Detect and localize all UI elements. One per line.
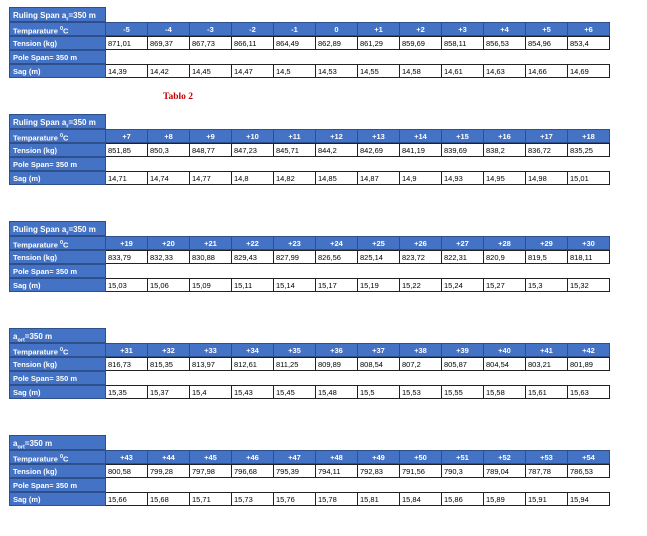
caption-suffix: =350 m (24, 332, 53, 341)
sag-cell: 14,5 (274, 64, 316, 78)
tension-cell: 859,69 (400, 36, 442, 50)
temperature-unit: C (63, 240, 69, 250)
tension-cell: 799,28 (148, 464, 190, 478)
sag-cell: 14,71 (106, 171, 148, 185)
sag-cell: 14,77 (190, 171, 232, 185)
caption-subscript: ort (17, 444, 25, 450)
sag-cell: 15,22 (400, 278, 442, 292)
tension-cell: 815,35 (148, 357, 190, 371)
temperature-cell: +44 (148, 450, 190, 464)
tension-row (9, 143, 610, 157)
sag-cell: 15,09 (190, 278, 232, 292)
tension-cell: 861,29 (358, 36, 400, 50)
caption-subscript: r (66, 123, 69, 129)
sag-cell: 15,71 (190, 492, 232, 506)
sag-cell: 14,87 (358, 171, 400, 185)
sag-cell: 15,48 (316, 385, 358, 399)
temperature-cell: +39 (442, 343, 484, 357)
sag-cell: 15,37 (148, 385, 190, 399)
tension-label: Tension (kg) (9, 250, 106, 264)
temperature-cell: +35 (274, 343, 316, 357)
temperature-cell: -5 (106, 22, 148, 36)
temperature-label (9, 129, 106, 143)
sag-label: Sag (m) (9, 278, 106, 292)
tension-cell: 866,11 (232, 36, 274, 50)
sag-cell: 14,74 (148, 171, 190, 185)
tension-cell: 850,3 (148, 143, 190, 157)
tension-cell: 792,83 (358, 464, 400, 478)
data-table-5 (9, 435, 610, 506)
tension-cell: 791,56 (400, 464, 442, 478)
tension-cell: 809,89 (316, 357, 358, 371)
sag-cell: 14,58 (400, 64, 442, 78)
sag-cell: 15,3 (526, 278, 568, 292)
sag-cell: 14,63 (484, 64, 526, 78)
tension-cell: 829,43 (232, 250, 274, 264)
temperature-cell: +26 (400, 236, 442, 250)
temperature-cell: +31 (106, 343, 148, 357)
sag-cell: 15,84 (400, 492, 442, 506)
tension-cell: 808,54 (358, 357, 400, 371)
sag-cell: 15,24 (442, 278, 484, 292)
sag-cell: 15,81 (358, 492, 400, 506)
sag-label: Sag (m) (9, 492, 106, 506)
temperature-cell: +38 (400, 343, 442, 357)
temperature-cell: +15 (442, 129, 484, 143)
tension-cell: 797,98 (190, 464, 232, 478)
tension-cell: 796,68 (232, 464, 274, 478)
tension-cell: 844,2 (316, 143, 358, 157)
temperature-label-text: Temparature (13, 454, 58, 464)
temperature-cell: +41 (526, 343, 568, 357)
temperature-cell: +18 (568, 129, 610, 143)
sag-cell: 15,76 (274, 492, 316, 506)
temperature-cell: +17 (526, 129, 568, 143)
temperature-cell: +27 (442, 236, 484, 250)
temperature-unit: C (63, 26, 69, 36)
tension-label: Tension (kg) (9, 143, 106, 157)
tension-cell: 812,61 (232, 357, 274, 371)
tension-label: Tension (kg) (9, 357, 106, 371)
temperature-cell: +24 (316, 236, 358, 250)
temperature-cell: +32 (148, 343, 190, 357)
sag-cell: 14,45 (190, 64, 232, 78)
sag-cell: 14,8 (232, 171, 274, 185)
sag-cell: 15,63 (568, 385, 610, 399)
temperature-cell: +30 (568, 236, 610, 250)
caption-suffix: =350 m (24, 439, 53, 448)
temperature-cell: +14 (400, 129, 442, 143)
temperature-label-text: Temparature (13, 347, 58, 357)
tension-cell: 869,37 (148, 36, 190, 50)
temperature-cell: +8 (148, 129, 190, 143)
sag-label: Sag (m) (9, 385, 106, 399)
sag-cell: 15,45 (274, 385, 316, 399)
temperature-cell: +25 (358, 236, 400, 250)
temperature-cell: +40 (484, 343, 526, 357)
temperature-cell: +33 (190, 343, 232, 357)
temperature-cell: +12 (316, 129, 358, 143)
sag-cell: 15,73 (232, 492, 274, 506)
temperature-cell: -3 (190, 22, 232, 36)
sag-cell: 14,93 (442, 171, 484, 185)
sag-cell: 15,4 (190, 385, 232, 399)
pole-span-row (9, 478, 610, 492)
tension-cell: 862,89 (316, 36, 358, 50)
tension-cell: 871,01 (106, 36, 148, 50)
data-table-1 (9, 7, 610, 78)
pole-span-row (9, 371, 610, 385)
table-caption (9, 114, 106, 129)
sag-cell: 15,03 (106, 278, 148, 292)
tension-cell: 841,19 (400, 143, 442, 157)
tension-row (9, 36, 610, 50)
tablo-label: Tablo 2 (163, 92, 194, 102)
data-table-4 (9, 328, 610, 399)
tension-cell: 847,23 (232, 143, 274, 157)
sag-cell: 15,55 (442, 385, 484, 399)
tension-cell: 838,2 (484, 143, 526, 157)
tension-cell: 804,54 (484, 357, 526, 371)
sag-cell: 14,69 (568, 64, 610, 78)
tension-cell: 864,49 (274, 36, 316, 50)
sag-cell: 15,14 (274, 278, 316, 292)
tension-cell: 805,87 (442, 357, 484, 371)
tension-cell: 823,72 (400, 250, 442, 264)
temperature-cell: +37 (358, 343, 400, 357)
pole-span-label: Pole Span= 350 m (9, 157, 106, 171)
pole-span-row (9, 50, 610, 64)
sag-label: Sag (m) (9, 64, 106, 78)
temperature-cell: +7 (106, 129, 148, 143)
pole-span-row (9, 157, 610, 171)
tension-cell: 848,77 (190, 143, 232, 157)
sag-cell: 14,61 (442, 64, 484, 78)
temperature-cell: +21 (190, 236, 232, 250)
temperature-label-text: Temparature (13, 26, 58, 36)
temperature-cell: +49 (358, 450, 400, 464)
sag-cell: 15,66 (106, 492, 148, 506)
sag-row (9, 492, 610, 506)
temperature-cell: +16 (484, 129, 526, 143)
temperature-cell: +42 (568, 343, 610, 357)
sag-cell: 15,58 (484, 385, 526, 399)
temperature-cell: +2 (400, 22, 442, 36)
sag-cell: 15,61 (526, 385, 568, 399)
temperature-unit: C (63, 347, 69, 357)
temperature-row (9, 236, 610, 250)
sag-cell: 15,89 (484, 492, 526, 506)
temperature-cell: +10 (232, 129, 274, 143)
temperature-cell: +9 (190, 129, 232, 143)
pole-span-label: Pole Span= 350 m (9, 50, 106, 64)
tension-cell: 820,9 (484, 250, 526, 264)
sag-cell: 15,78 (316, 492, 358, 506)
tension-cell: 794,11 (316, 464, 358, 478)
sag-cell: 15,27 (484, 278, 526, 292)
tension-cell: 835,25 (568, 143, 610, 157)
sag-cell: 14,42 (148, 64, 190, 78)
sag-cell: 15,43 (232, 385, 274, 399)
temperature-label-text: Temparature (13, 133, 58, 143)
sag-row (9, 385, 610, 399)
tension-cell: 867,73 (190, 36, 232, 50)
temperature-cell: +23 (274, 236, 316, 250)
caption-prefix: a (13, 439, 18, 448)
tension-label: Tension (kg) (9, 36, 106, 50)
caption-suffix: =350 m (68, 118, 96, 127)
sag-cell: 15,86 (442, 492, 484, 506)
temperature-row (9, 22, 610, 36)
tension-cell: 816,73 (106, 357, 148, 371)
temperature-cell: +29 (526, 236, 568, 250)
sag-cell: 14,39 (106, 64, 148, 78)
temperature-cell: +45 (190, 450, 232, 464)
tension-cell: 853,4 (568, 36, 610, 50)
sag-cell: 15,11 (232, 278, 274, 292)
sag-label: Sag (m) (9, 171, 106, 185)
temperature-cell: +3 (442, 22, 484, 36)
sag-cell: 14,66 (526, 64, 568, 78)
temperature-cell: +43 (106, 450, 148, 464)
tension-cell: 827,99 (274, 250, 316, 264)
temperature-cell: +22 (232, 236, 274, 250)
degree-sign: 0 (59, 240, 64, 246)
temperature-cell: +5 (526, 22, 568, 36)
tension-row (9, 464, 610, 478)
temperature-row (9, 343, 610, 357)
sag-cell: 15,53 (400, 385, 442, 399)
caption-subscript: ort (17, 337, 25, 343)
tension-cell: 825,14 (358, 250, 400, 264)
temperature-cell: +47 (274, 450, 316, 464)
tension-cell: 813,97 (190, 357, 232, 371)
temperature-cell: +50 (400, 450, 442, 464)
temperature-cell: +52 (484, 450, 526, 464)
tension-cell: 854,96 (526, 36, 568, 50)
temperature-row (9, 129, 610, 143)
data-table-2 (9, 114, 610, 185)
tension-cell: 801,89 (568, 357, 610, 371)
sag-cell: 15,32 (568, 278, 610, 292)
sag-cell: 15,06 (148, 278, 190, 292)
sag-cell: 15,68 (148, 492, 190, 506)
caption-prefix: a (13, 332, 18, 341)
caption-subscript: r (66, 230, 69, 236)
temperature-cell: +46 (232, 450, 274, 464)
tension-cell: 807,2 (400, 357, 442, 371)
caption-prefix: Ruling Span a (13, 11, 67, 20)
temperature-cell: +54 (568, 450, 610, 464)
temperature-cell: +53 (526, 450, 568, 464)
degree-sign: 0 (59, 347, 64, 353)
temperature-label (9, 450, 106, 464)
sag-cell: 15,19 (358, 278, 400, 292)
degree-sign: 0 (59, 26, 64, 32)
temperature-cell: +1 (358, 22, 400, 36)
caption-prefix: Ruling Span a (13, 118, 67, 127)
sag-cell: 15,5 (358, 385, 400, 399)
tension-cell: 836,72 (526, 143, 568, 157)
caption-suffix: =350 m (68, 11, 96, 20)
sag-cell: 14,85 (316, 171, 358, 185)
sag-row (9, 64, 610, 78)
temperature-label (9, 22, 106, 36)
tension-label: Tension (kg) (9, 464, 106, 478)
temperature-cell: +19 (106, 236, 148, 250)
temperature-label-text: Temparature (13, 240, 58, 250)
temperature-unit: C (63, 133, 69, 143)
tension-cell: 832,33 (148, 250, 190, 264)
tension-cell: 851,85 (106, 143, 148, 157)
temperature-cell: +51 (442, 450, 484, 464)
table-caption (9, 7, 106, 22)
temperature-cell: +4 (484, 22, 526, 36)
temperature-cell: -4 (148, 22, 190, 36)
tension-cell: 811,25 (274, 357, 316, 371)
temperature-cell: +28 (484, 236, 526, 250)
temperature-cell: -1 (274, 22, 316, 36)
sag-cell: 14,98 (526, 171, 568, 185)
caption-suffix: =350 m (68, 225, 96, 234)
tension-cell: 789,04 (484, 464, 526, 478)
pole-span-label: Pole Span= 350 m (9, 371, 106, 385)
sag-cell: 15,17 (316, 278, 358, 292)
pole-span-label: Pole Span= 350 m (9, 478, 106, 492)
temperature-cell: +20 (148, 236, 190, 250)
temperature-unit: C (63, 454, 69, 464)
sag-cell: 15,01 (568, 171, 610, 185)
temperature-label (9, 343, 106, 357)
tension-cell: 803,21 (526, 357, 568, 371)
table-caption (9, 435, 106, 450)
tension-cell: 833,79 (106, 250, 148, 264)
tension-row (9, 357, 610, 371)
temperature-label (9, 236, 106, 250)
sag-cell: 15,35 (106, 385, 148, 399)
sag-row (9, 171, 610, 185)
caption-prefix: Ruling Span a (13, 225, 67, 234)
tension-cell: 786,53 (568, 464, 610, 478)
sag-cell: 15,94 (568, 492, 610, 506)
tension-cell: 818,11 (568, 250, 610, 264)
sag-cell: 14,82 (274, 171, 316, 185)
table-caption (9, 221, 106, 236)
pole-span-row (9, 264, 610, 278)
degree-sign: 0 (59, 454, 64, 460)
sag-row (9, 278, 610, 292)
tension-cell: 795,39 (274, 464, 316, 478)
caption-subscript: r (66, 16, 69, 22)
sag-cell: 15,91 (526, 492, 568, 506)
degree-sign: 0 (59, 133, 64, 139)
tension-cell: 845,71 (274, 143, 316, 157)
tension-cell: 819,5 (526, 250, 568, 264)
sag-cell: 14,55 (358, 64, 400, 78)
tension-cell: 800,58 (106, 464, 148, 478)
table-caption (9, 328, 106, 343)
temperature-cell: +13 (358, 129, 400, 143)
sag-cell: 14,53 (316, 64, 358, 78)
data-table-3 (9, 221, 610, 292)
tension-cell: 856,53 (484, 36, 526, 50)
tension-cell: 826,56 (316, 250, 358, 264)
sag-cell: 14,9 (400, 171, 442, 185)
tension-cell: 787,78 (526, 464, 568, 478)
tension-cell: 839,69 (442, 143, 484, 157)
tension-cell: 858,11 (442, 36, 484, 50)
sag-cell: 14,47 (232, 64, 274, 78)
temperature-cell: +48 (316, 450, 358, 464)
temperature-cell: +11 (274, 129, 316, 143)
temperature-cell: +6 (568, 22, 610, 36)
pole-span-label: Pole Span= 350 m (9, 264, 106, 278)
temperature-row (9, 450, 610, 464)
tension-row (9, 250, 610, 264)
temperature-cell: -2 (232, 22, 274, 36)
tension-cell: 830,88 (190, 250, 232, 264)
temperature-cell: +36 (316, 343, 358, 357)
tension-cell: 842,69 (358, 143, 400, 157)
tension-cell: 822,31 (442, 250, 484, 264)
sag-cell: 14,95 (484, 171, 526, 185)
temperature-cell: 0 (316, 22, 358, 36)
temperature-cell: +34 (232, 343, 274, 357)
tension-cell: 790,3 (442, 464, 484, 478)
